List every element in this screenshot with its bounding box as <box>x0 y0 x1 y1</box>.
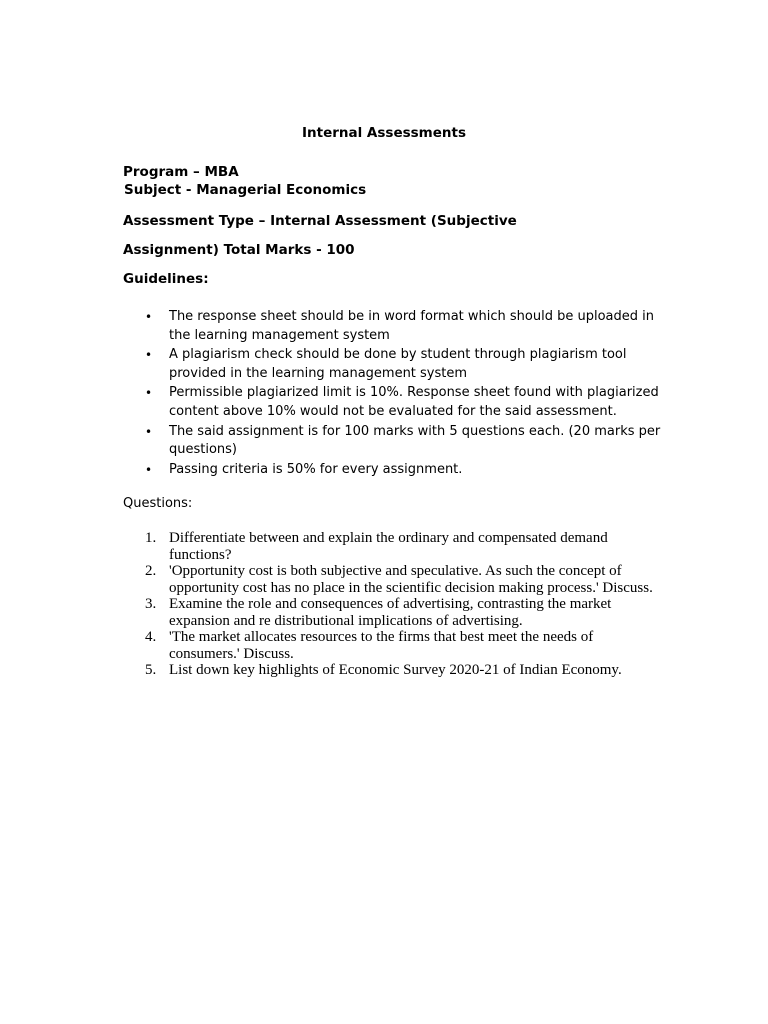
assessment-type-line: Assessment Type – Internal Assessment (Subjective <box>123 213 517 229</box>
question-number: 4. <box>145 629 157 645</box>
questions-heading: Questions: <box>123 496 193 511</box>
guideline-item <box>145 346 665 383</box>
question-item <box>145 662 655 679</box>
program-line: Program – MBA <box>123 164 239 180</box>
guidelines-list <box>145 308 665 480</box>
bullet-icon: • <box>145 386 153 401</box>
guidelines-heading: Guidelines: <box>123 271 209 287</box>
question-number: 2. <box>145 563 157 579</box>
guideline-item <box>145 308 665 345</box>
bullet-icon: • <box>145 424 153 439</box>
question-item <box>145 629 655 662</box>
questions-list <box>145 530 655 679</box>
bullet-icon: • <box>145 462 153 477</box>
question-number: 5. <box>145 662 157 678</box>
guideline-item <box>145 384 665 421</box>
assessment-marks-line: Assignment) Total Marks - 100 <box>123 242 355 258</box>
question-item <box>145 563 655 596</box>
question-number: 3. <box>145 596 157 612</box>
guideline-item <box>145 461 665 480</box>
page-title: Internal Assessments <box>301 125 467 141</box>
guideline-text: Passing criteria is 50% for every assignment. <box>169 461 463 477</box>
subject-line: Subject - Managerial Economics <box>124 182 367 198</box>
question-text: 'Opportunity cost is both subjective and speculative. As such the concept of opportunity cost has no place in the scientific decision making process.' Discuss. <box>169 563 653 596</box>
question-text: 'The market allocates resources to the firms that best meet the needs of consumers.' Discuss. <box>169 629 594 662</box>
guideline-text: Permissible plagiarized limit is 10%. Response sheet found with plagiarized content above 10% would not be evaluated for the said assessment. <box>169 385 659 419</box>
question-text: List down key highlights of Economic Survey 2020-21 of Indian Economy. <box>169 662 622 678</box>
guideline-text: The said assignment is for 100 marks with 5 questions each. (20 marks per questions) <box>169 423 661 458</box>
guideline-item <box>145 423 665 460</box>
question-text: Differentiate between and explain the ordinary and compensated demand functions? <box>169 530 608 563</box>
question-text: Examine the role and consequences of advertising, contrasting the market expansion and re distributional implications of advertising. <box>169 596 612 629</box>
bullet-icon: • <box>145 310 153 324</box>
question-item <box>145 530 655 563</box>
question-number: 1. <box>145 530 157 546</box>
guideline-text: A plagiarism check should be done by student through plagiarism tool provided in the learning management system <box>169 347 627 381</box>
guideline-text: The response sheet should be in word format which should be uploaded in the learning management system <box>169 309 654 343</box>
bullet-icon: • <box>145 348 153 363</box>
question-item <box>145 596 655 629</box>
